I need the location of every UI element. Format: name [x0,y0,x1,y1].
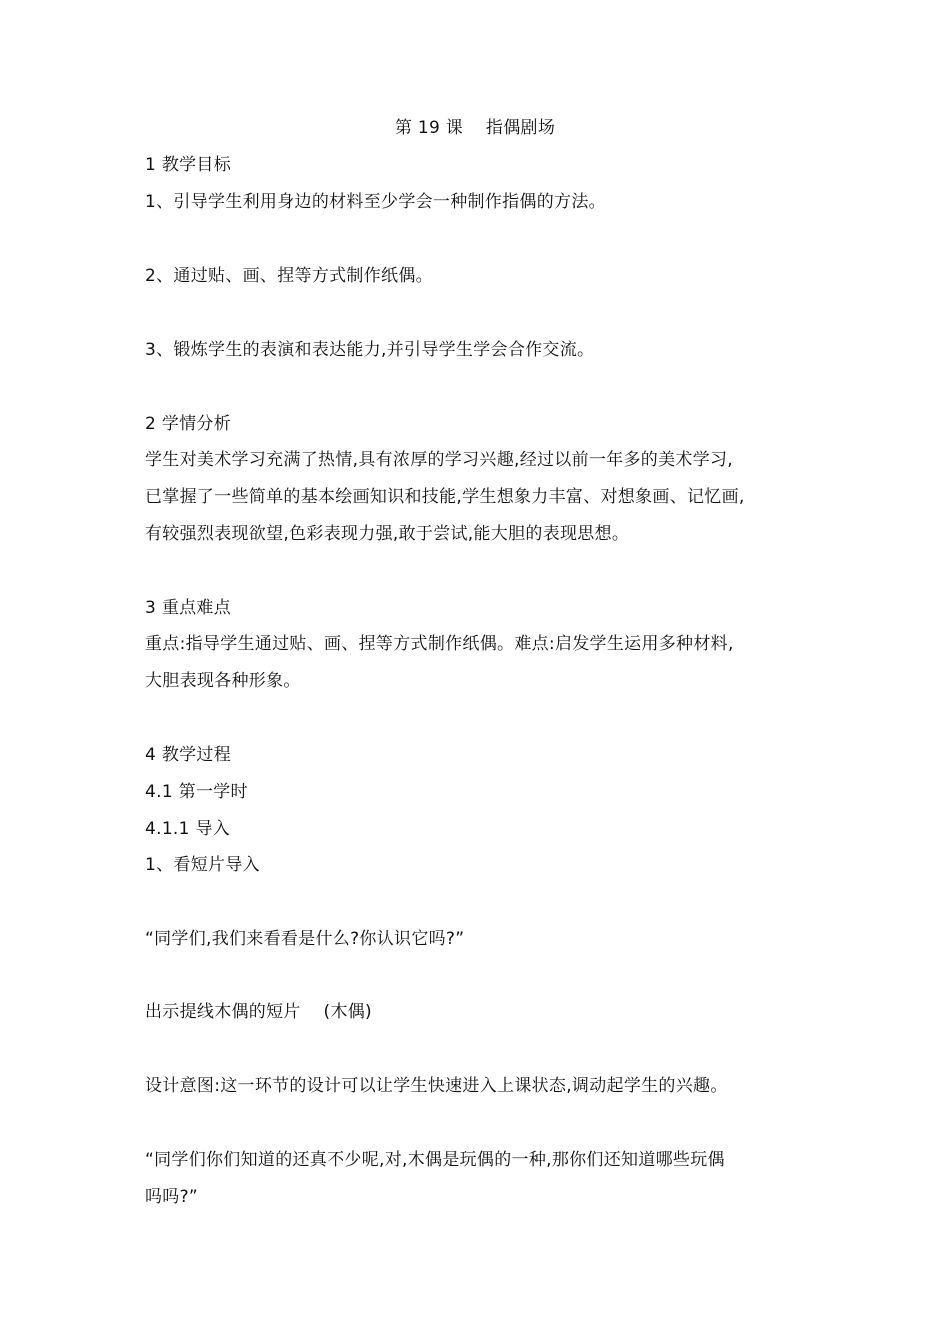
section-heading-objectives: 1 教学目标 [145,155,232,175]
quote-2-line-2: 吗吗?” [145,1187,199,1207]
analysis-line-2: 已掌握了一些简单的基本绘画知识和技能,学生想象力丰富、对想象画、记忆画, [145,487,745,507]
show-puppet-clip: 出示提线木偶的短片 (木偶) [145,1002,372,1022]
key-points-line-2: 大胆表现各种形象。 [145,671,301,691]
analysis-line-1: 学生对美术学习充满了热情,具有浓厚的学习兴趣,经过以前一年多的美术学习, [145,450,734,470]
section-heading-key-points: 3 重点难点 [145,598,232,618]
section-heading-analysis: 2 学情分析 [145,414,232,434]
design-intent: 设计意图:这一环节的设计可以让学生快速进入上课状态,调动起学生的兴趣。 [145,1076,728,1096]
process-subheading-lesson-1: 4.1 第一学时 [145,782,248,802]
process-step-1: 1、看短片导入 [145,855,260,875]
quote-2-line-1: “同学们你们知道的还真不少呢,对,木偶是玩偶的一种,那你们还知道哪些玩偶 [145,1150,725,1170]
objective-item-2: 2、通过贴、画、捏等方式制作纸偶。 [145,266,433,286]
objective-item-3: 3、锻炼学生的表演和表达能力,并引导学生学会合作交流。 [145,340,595,360]
analysis-line-3: 有较强烈表现欲望,色彩表现力强,敢于尝试,能大胆的表现思想。 [145,524,630,544]
quote-1: “同学们,我们来看看是什么?你认识它吗?” [145,929,465,949]
key-points-line-1: 重点:指导学生通过贴、画、捏等方式制作纸偶。难点:启发学生运用多种材料, [145,634,734,654]
section-heading-process: 4 教学过程 [145,745,232,765]
document-title: 第 19 课 指偶剧场 [394,118,556,138]
objective-item-1: 1、引导学生利用身边的材料至少学会一种制作指偶的方法。 [145,192,606,212]
process-subheading-intro: 4.1.1 导入 [145,819,231,839]
